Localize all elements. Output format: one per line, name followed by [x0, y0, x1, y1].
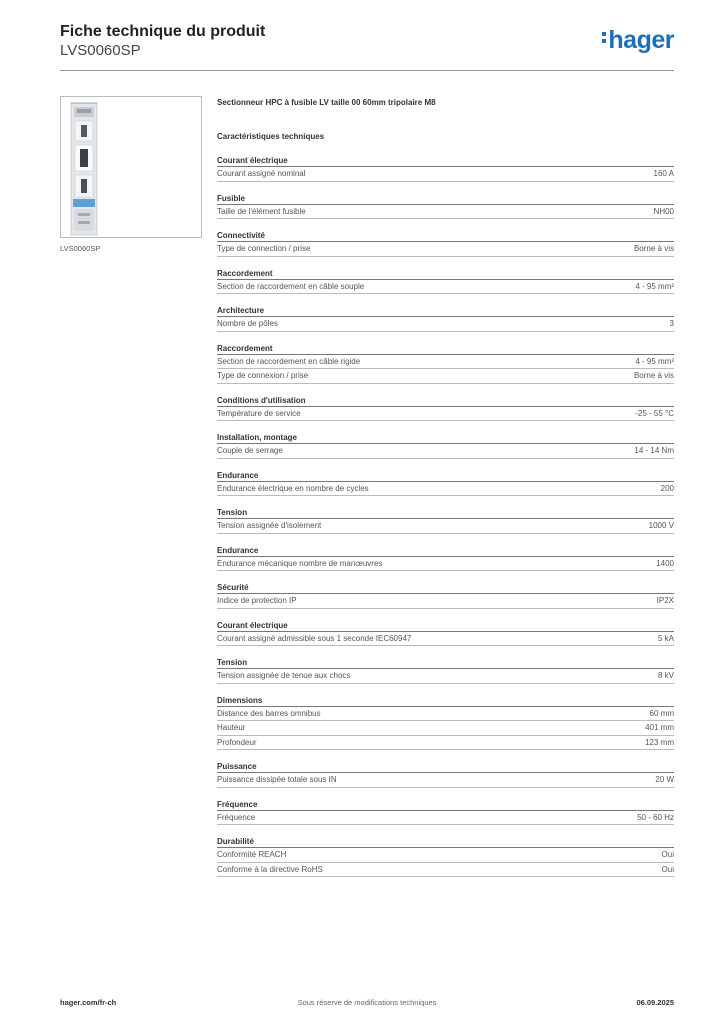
product-image	[60, 96, 202, 238]
spec-section	[217, 469, 674, 497]
spec-row	[217, 773, 674, 788]
spec-section	[217, 506, 674, 534]
spec-row	[217, 205, 674, 220]
spec-row	[217, 863, 674, 878]
spec-row	[217, 280, 674, 295]
logo-dots-icon	[602, 29, 607, 46]
spec-label: Section de raccordement en câble rigide	[217, 356, 361, 366]
spec-value: 5 kA	[657, 633, 674, 643]
spec-label: Hauteur	[217, 723, 246, 732]
hager-logo	[602, 26, 674, 54]
spec-group-title: Endurance	[217, 544, 674, 557]
spec-group-title: Conditions d'utilisation	[217, 394, 674, 407]
spec-row	[217, 317, 674, 332]
spec-label: Tension assignée de tenue aux chocs	[217, 671, 351, 680]
spec-row	[217, 736, 674, 751]
spec-section	[217, 229, 674, 257]
spec-value: 4 - 95 mm²	[635, 356, 674, 366]
spec-label: Taille de l'élément fusible	[217, 206, 306, 216]
product-name: Sectionneur HPC à fusible LV taille 00 60mm tripolaire M8	[217, 98, 436, 107]
fuse-switch-disconnector-icon	[61, 97, 203, 239]
spec-value: NH00	[653, 206, 674, 216]
spec-label: Conforme à la directive RoHS	[217, 864, 323, 874]
spec-label: Température de service	[217, 408, 301, 418]
spec-value: 14 - 14 Nm	[634, 446, 674, 455]
spec-value: Oui	[661, 850, 674, 859]
spec-section	[217, 304, 674, 332]
spec-group-title: Connectivité	[217, 229, 674, 242]
spec-group-title: Architecture	[217, 304, 674, 317]
spec-value: 160 A	[653, 169, 674, 178]
spec-row	[217, 557, 674, 572]
spec-group-title: Durabilité	[217, 835, 674, 848]
spec-label: Distance des barres omnibus	[217, 708, 321, 718]
spec-row	[217, 519, 674, 534]
spec-group-title: Raccordement	[217, 342, 674, 355]
spec-group-title: Fréquence	[217, 798, 674, 811]
spec-group-title: Raccordement	[217, 267, 674, 280]
spec-value: 8 kV	[657, 671, 674, 680]
spec-group-title: Courant électrique	[217, 154, 674, 167]
spec-value: 50 - 60 Hz	[637, 812, 674, 822]
spec-label: Courant assigné admissible sous 1 seconde IEC60947	[217, 633, 412, 643]
page-header	[60, 22, 674, 68]
spec-row	[217, 669, 674, 684]
spec-row	[217, 482, 674, 497]
spec-section	[217, 656, 674, 684]
spec-row	[217, 594, 674, 609]
spec-section	[217, 835, 674, 877]
spec-row	[217, 811, 674, 826]
spec-value: 20 W	[655, 775, 674, 784]
spec-section	[217, 544, 674, 572]
spec-label: Endurance électrique en nombre de cycles	[217, 483, 369, 493]
spec-value: 1400	[656, 558, 674, 568]
spec-value: 1000 V	[648, 521, 674, 530]
spec-value: 60 mm	[649, 708, 674, 718]
spec-value: Borne à vis	[633, 244, 674, 253]
spec-row	[217, 707, 674, 722]
spec-value: 123 mm	[645, 737, 674, 747]
spec-value: Oui	[661, 864, 674, 874]
spec-group-title: Endurance	[217, 469, 674, 482]
spec-value: IP2X	[656, 596, 674, 605]
page-title: Fiche technique du produit	[60, 23, 266, 40]
spec-row	[217, 369, 674, 384]
spec-label: Conformité REACH	[217, 850, 287, 859]
spec-group-title: Courant électrique	[217, 619, 674, 632]
spec-section	[217, 760, 674, 788]
logo-text: hager	[608, 26, 674, 54]
spec-section	[217, 694, 674, 751]
spec-row	[217, 355, 674, 370]
spec-label: Fréquence	[217, 812, 256, 822]
spec-label: Endurance mécanique nombre de manœuvres	[217, 558, 383, 568]
spec-content	[217, 97, 674, 877]
spec-sections	[217, 154, 674, 877]
spec-group-title: Fusible	[217, 192, 674, 205]
spec-group-title: Puissance	[217, 760, 674, 773]
footer-date: 06.09.2025	[636, 998, 674, 1007]
spec-label: Section de raccordement en câble souple	[217, 281, 365, 291]
spec-heading: Caractéristiques techniques	[217, 132, 325, 141]
spec-row	[217, 167, 674, 182]
spec-value: 4 - 95 mm²	[635, 281, 674, 291]
spec-value: 3	[669, 319, 674, 328]
spec-value: 200	[660, 483, 674, 493]
spec-section	[217, 619, 674, 647]
spec-label: Type de connection / prise	[217, 244, 311, 253]
spec-row	[217, 407, 674, 422]
spec-row	[217, 848, 674, 863]
spec-label: Type de connexion / prise	[217, 371, 309, 380]
page-footer	[60, 998, 674, 1010]
spec-label: Couple de serrage	[217, 446, 283, 455]
spec-label: Nombre de pôles	[217, 319, 278, 328]
spec-group-title: Sécurité	[217, 581, 674, 594]
spec-group-title: Dimensions	[217, 694, 674, 707]
footer-disclaimer: Sous réserve de modifications techniques	[297, 998, 437, 1007]
spec-label: Indice de protection IP	[217, 596, 297, 605]
spec-row	[217, 444, 674, 459]
spec-row	[217, 721, 674, 736]
spec-row	[217, 632, 674, 647]
footer-website[interactable]: hager.com/fr-ch	[60, 998, 117, 1007]
spec-label: Profondeur	[217, 737, 257, 747]
image-caption: LVS0060SP	[60, 244, 101, 253]
spec-row	[217, 242, 674, 257]
spec-group-title: Tension	[217, 656, 674, 669]
spec-section	[217, 342, 674, 384]
spec-value: Borne à vis	[633, 371, 674, 380]
spec-section	[217, 267, 674, 295]
spec-group-title: Installation, montage	[217, 431, 674, 444]
spec-section	[217, 192, 674, 220]
spec-label: Tension assignée d'isolement	[217, 521, 322, 530]
spec-label: Puissance dissipée totale sous IN	[217, 775, 337, 784]
header-divider	[60, 70, 674, 71]
spec-section	[217, 154, 674, 182]
spec-section	[217, 394, 674, 422]
spec-value: 401 mm	[645, 723, 674, 732]
spec-value: -25 - 55 °C	[635, 408, 674, 418]
product-reference: LVS0060SP	[60, 42, 141, 59]
spec-label: Courant assigné nominal	[217, 169, 306, 178]
spec-section	[217, 431, 674, 459]
spec-section	[217, 798, 674, 826]
spec-group-title: Tension	[217, 506, 674, 519]
spec-section	[217, 581, 674, 609]
